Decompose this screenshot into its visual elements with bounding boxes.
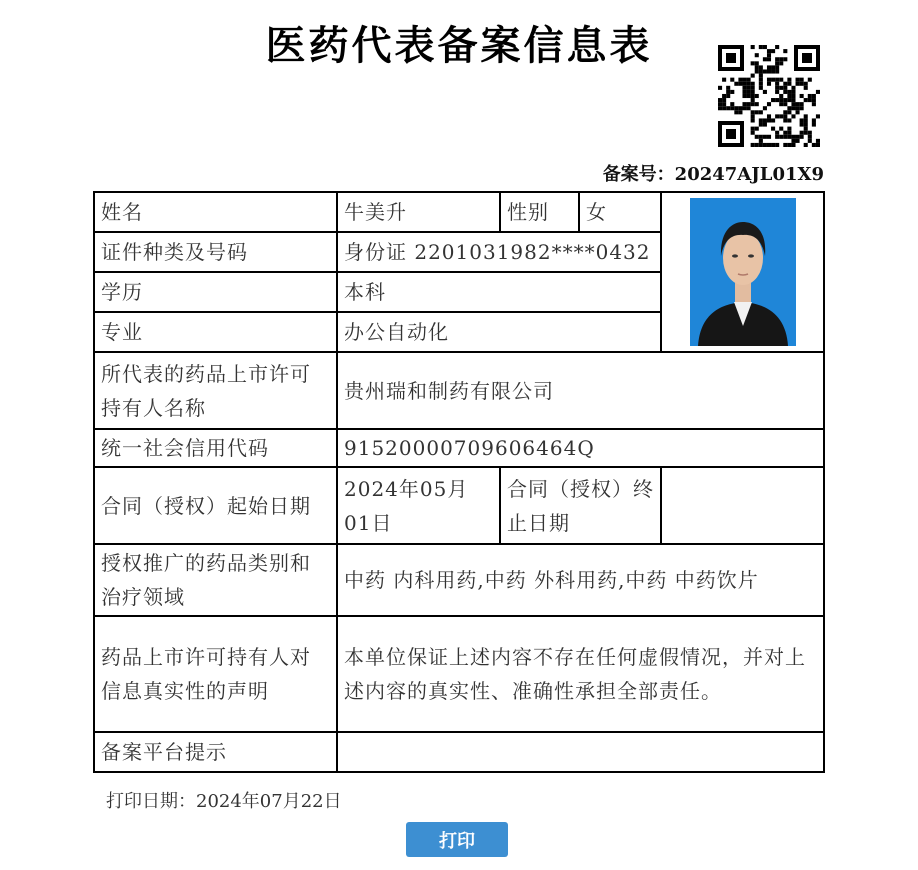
education-label: 学历 [94,272,337,312]
credit-code-label: 统一社会信用代码 [94,429,337,467]
name-label: 姓名 [94,192,337,232]
platform-value [337,732,824,772]
row-credit-code [94,429,824,467]
row-platform [94,732,824,772]
scope-label: 授权推广的药品类别和治疗领域 [94,544,337,616]
holder-value: 贵州瑞和制药有限公司 [337,352,824,429]
contract-start-label: 合同（授权）起始日期 [94,467,337,544]
major-label: 专业 [94,312,337,352]
declaration-label: 药品上市许可持有人对信息真实性的声明 [94,616,337,732]
contract-end-label: 合同（授权）终止日期 [500,467,661,544]
avatar-photo [690,198,796,346]
info-table [93,191,825,773]
major-value: 办公自动化 [337,312,661,352]
scope-value: 中药 内科用药,中药 外科用药,中药 中药饮片 [337,544,824,616]
id-value: 身份证 2201031982****0432 [337,232,661,272]
print-date: 打印日期：2024年07月22日 [106,791,342,812]
qr-code [718,45,820,147]
row-scope [94,544,824,616]
gender-value: 女 [579,192,661,232]
photo-cell [661,192,824,352]
name-value: 牛美升 [337,192,500,232]
page-title: 医药代表备案信息表 [265,22,653,69]
print-button[interactable]: 打印 [406,822,508,857]
holder-label: 所代表的药品上市许可持有人名称 [94,352,337,429]
declaration-value: 本单位保证上述内容不存在任何虚假情况，并对上述内容的真实性、准确性承担全部责任。 [337,616,824,732]
credit-code-value: 91520000709606464Q [337,429,824,467]
education-value: 本科 [337,272,661,312]
row-declaration [94,616,824,732]
row-holder [94,352,824,429]
id-label: 证件种类及号码 [94,232,337,272]
contract-end-value [661,467,824,544]
record-number: 备案号：20247AJL01X9 [602,164,824,185]
row-name [94,192,824,232]
gender-label: 性别 [500,192,579,232]
platform-label: 备案平台提示 [94,732,337,772]
contract-start-value: 2024年05月01日 [337,467,500,544]
row-contract [94,467,824,544]
